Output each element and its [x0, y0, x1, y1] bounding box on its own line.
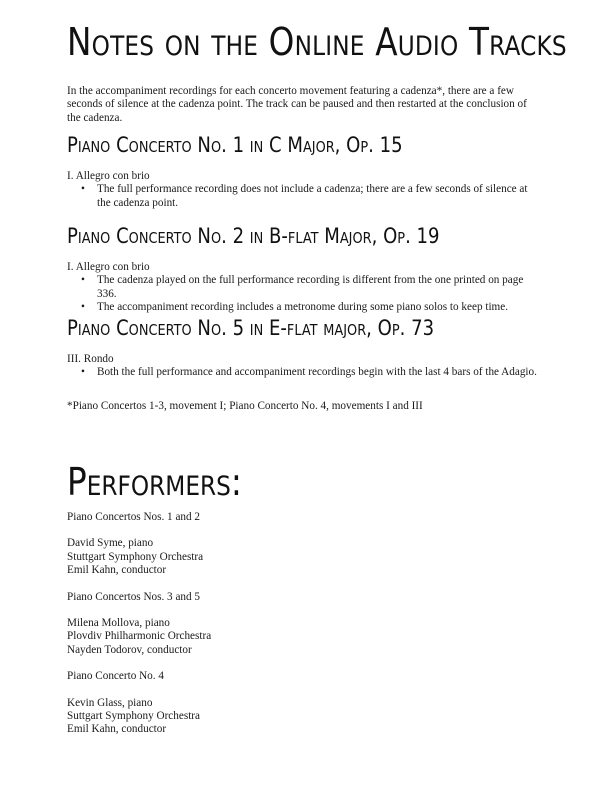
performer-group-3: [67, 670, 467, 737]
performer-group-1: [67, 511, 467, 578]
performers-title: Performers:: [67, 460, 242, 504]
concerto-section-2: [67, 224, 567, 315]
performer-soloist: Kevin Glass, piano: [67, 696, 153, 709]
page-title: Notes on the Online Audio Tracks: [67, 20, 567, 64]
performer-group-lines: [67, 537, 467, 577]
bullet-icon: •: [81, 183, 85, 196]
performer-orchestra: Stuttgart Symphony Orchestra: [67, 550, 204, 563]
performer-group-label: Piano Concertos Nos. 1 and 2: [67, 511, 200, 523]
concerto-heading: Piano Concerto No. 2 in B-flat Major, Op. 19: [67, 224, 440, 248]
movement-label: III. Rondo: [67, 353, 114, 365]
bullet-list: [67, 366, 567, 379]
bullet-list: [67, 274, 567, 314]
bullet-text: The full performance recording does not include a cadenza; there are a few seconds of silence at the cadenza point.: [97, 183, 528, 209]
concerto-section-5: [67, 316, 567, 380]
performer-conductor: Emil Kahn, conductor: [67, 564, 167, 577]
bullet-icon: •: [81, 274, 85, 287]
intro-paragraph: In the accompaniment recordings for each concerto movement featuring a cadenza*, there are a few seconds of silence at the cadenza point. The track can be paused and then restarted at the conclusion of the cadenza.: [67, 85, 527, 124]
performer-group-label: Piano Concerto No. 4: [67, 670, 164, 683]
bullet-text: The accompaniment recording includes a metronome during some piano solos to keep time.: [97, 301, 509, 314]
bullet-list: [67, 183, 567, 210]
performer-soloist: Milena Mollova, piano: [67, 617, 170, 630]
performer-group-lines: [67, 617, 467, 657]
concerto-heading: Piano Concerto No. 5 in E-flat major, Op. 73: [67, 316, 435, 340]
performers-list: [67, 511, 467, 750]
performer-group-2: [67, 591, 467, 658]
bullet-item: [67, 366, 537, 379]
bullet-item: [67, 274, 537, 301]
performer-soloist: David Syme, piano: [67, 537, 154, 550]
bullet-item: [67, 301, 537, 314]
bullet-text: Both the full performance and accompaniment recordings begin with the last 4 bars of the Adagio.: [97, 366, 537, 379]
bullet-icon: •: [81, 301, 85, 314]
bullet-icon: •: [81, 366, 85, 379]
performer-orchestra: Plovdiv Philharmonic Orchestra: [67, 630, 212, 643]
performer-conductor: Nayden Todorov, conductor: [67, 643, 192, 656]
bullet-text: The cadenza played on the full performance recording is different from the one printed on page 336.: [97, 274, 524, 300]
performer-group-lines: [67, 697, 467, 737]
concerto-section-1: [67, 133, 567, 210]
performer-conductor: Emil Kahn, conductor: [67, 723, 167, 736]
concerto-heading: Piano Concerto No. 1 in C Major, Op. 15: [67, 133, 403, 157]
performer-orchestra: Suttgart Symphony Orchestra: [67, 710, 200, 723]
movement-label: I. Allegro con brio: [67, 170, 150, 182]
bullet-item: [67, 183, 537, 210]
performer-group-label: Piano Concertos Nos. 3 and 5: [67, 590, 200, 603]
movement-label: I. Allegro con brio: [67, 261, 150, 273]
footnote: *Piano Concertos 1-3, movement I; Piano Concerto No. 4, movements I and III: [67, 400, 423, 412]
